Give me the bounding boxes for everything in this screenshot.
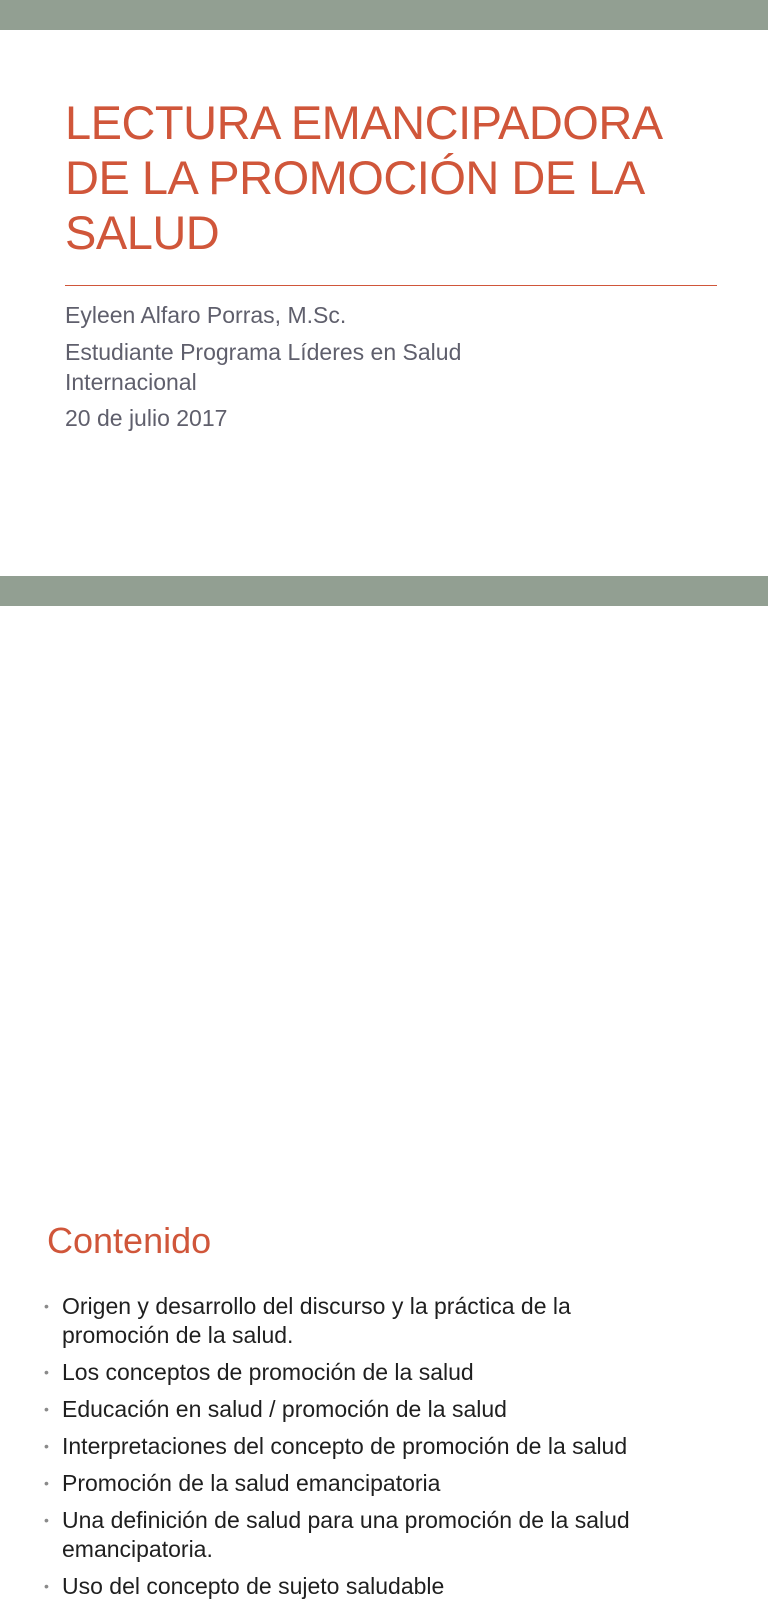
bullet-text: Educación en salud / promoción de la salud <box>62 1396 507 1422</box>
contents-slide <box>0 576 768 1599</box>
bullet-text: Promoción de la salud emancipatoria <box>62 1470 441 1496</box>
bullet-text: emancipatoria. <box>62 1536 213 1562</box>
bullet-text: Origen y desarrollo del discurso y la práctica de la <box>62 1293 571 1319</box>
bullet-text: Una definición de salud para una promoción de la salud <box>62 1507 630 1533</box>
slide-top-bar <box>0 576 768 606</box>
bullet-item <box>44 1506 744 1564</box>
bullet-marker: • <box>44 1401 49 1417</box>
bullet-item <box>44 1432 744 1461</box>
title-divider <box>65 285 717 286</box>
slide-subtitle <box>65 300 705 433</box>
slide-title <box>65 95 745 260</box>
title-line: LECTURA EMANCIPADORA <box>65 96 663 149</box>
bullet-marker: • <box>44 1475 49 1491</box>
bullet-item <box>44 1469 744 1498</box>
bullet-list <box>44 1292 744 1609</box>
bullet-marker: • <box>44 1364 49 1380</box>
bullet-text: Los conceptos de promoción de la salud <box>62 1359 474 1385</box>
bullet-item <box>44 1395 744 1424</box>
bullet-marker: • <box>44 1298 49 1314</box>
bullet-text: promoción de la salud. <box>62 1322 294 1348</box>
slide-heading: Contenido <box>47 1220 212 1261</box>
title-slide <box>0 0 768 576</box>
bullet-marker: • <box>44 1438 49 1454</box>
bullet-item <box>44 1572 744 1601</box>
author-role-line: Internacional <box>65 369 197 395</box>
title-line: DE LA PROMOCIÓN DE LA <box>65 151 645 204</box>
bullet-text: Uso del concepto de sujeto saludable <box>62 1573 445 1599</box>
slide-top-bar <box>0 0 768 30</box>
author-role-line: Estudiante Programa Líderes en Salud <box>65 339 462 365</box>
bullet-marker: • <box>44 1512 49 1528</box>
bullet-text: Interpretaciones del concepto de promoción de la salud <box>62 1433 628 1459</box>
bullet-item <box>44 1358 744 1387</box>
title-line: SALUD <box>65 206 220 259</box>
bullet-item <box>44 1292 744 1350</box>
presentation-date: 20 de julio 2017 <box>65 405 228 431</box>
bullet-marker: • <box>44 1578 49 1594</box>
author-name: Eyleen Alfaro Porras, M.Sc. <box>65 302 347 328</box>
